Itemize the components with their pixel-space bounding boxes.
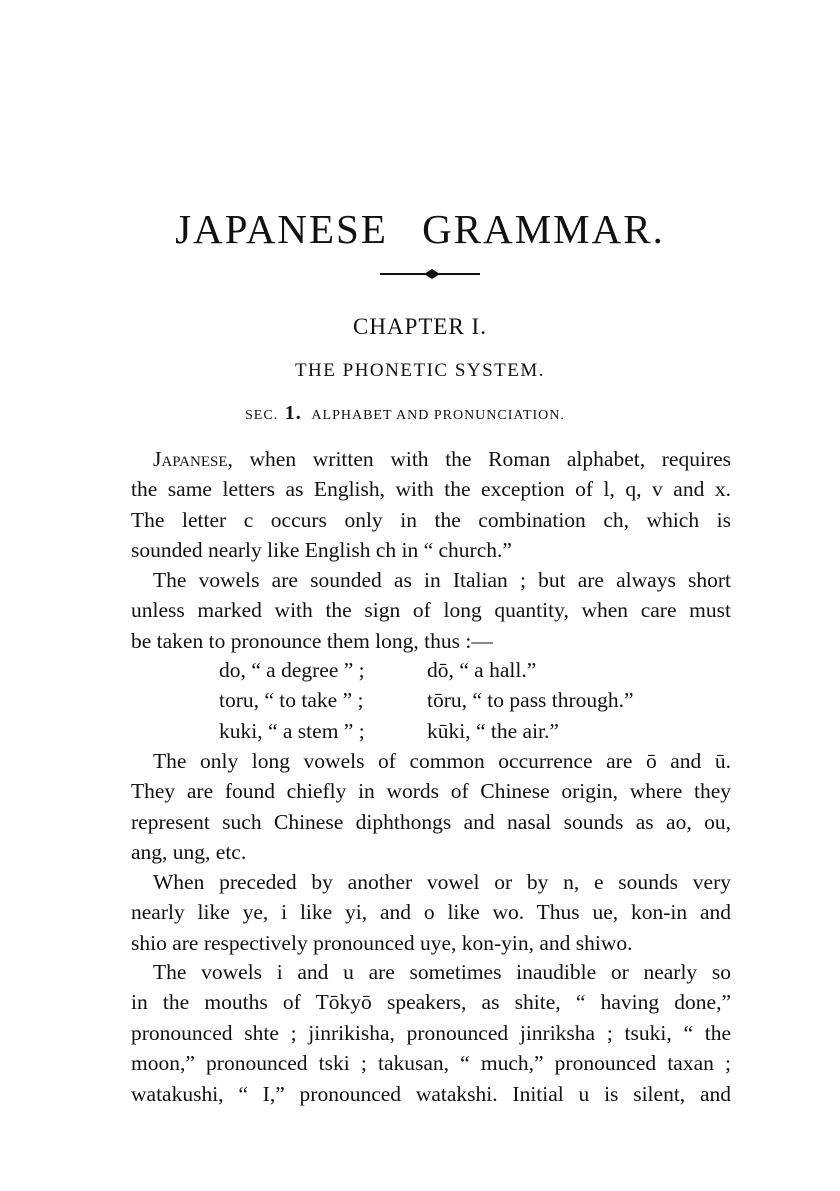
section-heading <box>245 402 665 425</box>
text-line: be taken to pronounce them long, thus :— <box>131 628 493 653</box>
text-line: in the mouths of Tōkyō speakers, as shite, “ having done,” <box>131 990 731 1015</box>
text-line: nearly like ye, i like yi, and o like wo. Thus ue, kon-in and <box>131 900 731 925</box>
text-line: moon,” pronounced tski ; takusan, “ much,” pronounced taxan ; <box>131 1051 731 1076</box>
example-row <box>219 716 739 746</box>
text-line: pronounced shte ; jinrikisha, pronounced jinriksha ; tsuki, “ the <box>131 1020 731 1045</box>
example-long: dō, “ a hall.” <box>427 658 537 682</box>
book-title: JAPANESE GRAMMAR. <box>175 206 665 252</box>
example-short: kuki, “ a stem ” ; <box>219 718 365 743</box>
text-line: The letter c occurs only in the combination ch, which is <box>131 507 731 532</box>
example-row <box>219 685 739 715</box>
paragraph-3 <box>131 746 731 868</box>
text-line: the same letters as English, with the exception of l, q, v and x. <box>131 477 731 502</box>
text-line: represent such Chinese diphthongs and nasal sounds as ao, ou, <box>131 809 731 834</box>
text-line: shio are respectively pronounced uye, kon-yin, and shiwo. <box>131 930 633 955</box>
line-rest: , when written with the Roman alphabet, requires <box>227 447 731 471</box>
text-line: The vowels are sounded as in Italian ; but are always short <box>153 568 731 592</box>
section-label: SEC. <box>245 408 279 423</box>
example-short: toru, “ to take ” ; <box>219 688 364 713</box>
text-line: sounded nearly like English ch in “ church.” <box>131 538 512 563</box>
text-line: The vowels i and u are sometimes inaudible or nearly so <box>153 960 731 984</box>
chapter-subtitle: THE PHONETIC SYSTEM. <box>294 360 546 381</box>
paragraph-2 <box>131 565 731 656</box>
text-line: The only long vowels of common occurrence are ō and ū. <box>153 749 731 773</box>
paragraph-5 <box>131 957 731 1109</box>
example-long: tōru, “ to pass through.” <box>427 688 634 713</box>
chapter-heading: CHAPTER I. <box>353 314 487 339</box>
text-line <box>131 444 731 474</box>
example-long: kūki, “ the air.” <box>427 718 559 743</box>
text-line: ang, ung, etc. <box>131 840 247 865</box>
example-short: do, “ a degree ” ; <box>219 658 365 682</box>
text-line: unless marked with the sign of long quantity, when care must <box>131 598 731 623</box>
ornament-divider-icon <box>380 266 480 282</box>
text-line: When preceded by another vowel or by n, e sounds very <box>153 870 731 894</box>
text-line: watakushi, “ I,” pronounced watakshi. Initial u is silent, and <box>131 1081 731 1106</box>
example-row <box>219 655 739 685</box>
text-line: They are found chiefly in words of Chinese origin, where they <box>131 779 731 804</box>
section-title: ALPHABET AND PRONUNCIATION. <box>311 408 565 423</box>
paragraph-4 <box>131 867 731 958</box>
section-number: 1. <box>284 402 302 424</box>
example-list <box>219 655 739 746</box>
lead-word: Japanese <box>153 447 228 471</box>
paragraph-1 <box>131 444 731 566</box>
